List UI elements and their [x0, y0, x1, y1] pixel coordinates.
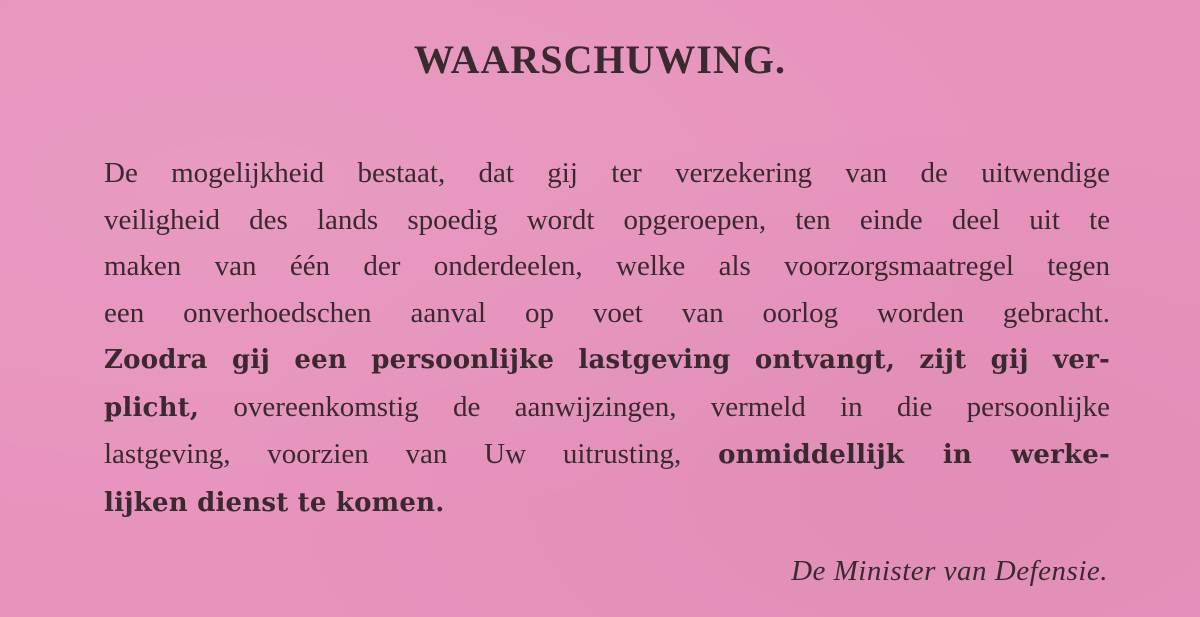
- body-text-segment: De mogelijkheid bestaat, dat gij ter verzekering van de uitwendige: [104, 157, 1110, 189]
- body-line: [104, 290, 1110, 337]
- body-text-segment: een onverhoedschen aanval op voet van oorlog worden gebracht.: [104, 296, 1110, 329]
- body-line: [104, 431, 1110, 479]
- bold-text-segment: plicht,: [104, 392, 200, 423]
- bold-text-segment: lijken dienst te komen.: [104, 487, 445, 518]
- body-line: [104, 150, 1110, 197]
- body-line: [104, 384, 1110, 432]
- body-text-segment: veiligheid des lands spoedig wordt opgeroepen, ten einde deel uit te: [104, 203, 1110, 236]
- body-text-segment: lastgeving, voorzien van Uw uitrusting,: [104, 438, 719, 470]
- body-line: [104, 243, 1110, 290]
- bold-text-segment: onmiddellijk in werke-: [718, 440, 1110, 470]
- body-line: [104, 336, 1110, 384]
- body-text-segment: maken van één der onderdeelen, welke als voorzorgsmaatregel tegen: [104, 250, 1110, 282]
- notice-title: WAARSCHUWING.: [414, 37, 786, 82]
- signature: De Minister van Defensie.: [791, 555, 1108, 587]
- body-line: [104, 197, 1110, 244]
- body-line: [104, 479, 1110, 527]
- notice-body: [104, 150, 1110, 526]
- bold-text-segment: Zoodra gij een persoonlijke lastgeving ontvangt, zijt gij ver-: [104, 345, 1110, 375]
- body-text-segment: overeenkomstig de aanwijzingen, vermeld in die persoonlijke: [199, 390, 1110, 423]
